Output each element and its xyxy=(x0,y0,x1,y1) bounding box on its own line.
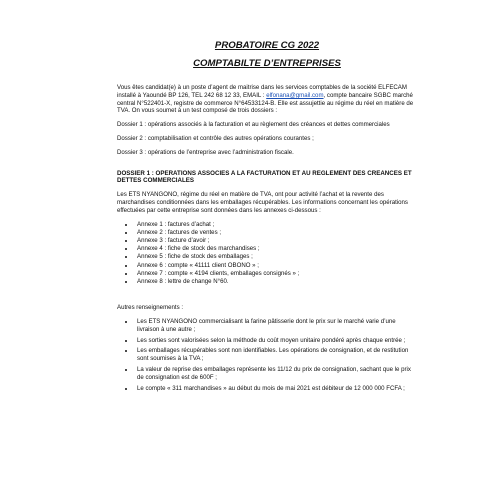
renseignements-label: Autres renseignements : xyxy=(117,304,184,312)
list-item: • Annexe 3 : facture d’avoir ; xyxy=(135,237,417,245)
list-item: • Les emballages récupérables sont non identifiables. Les opérations de consignation, et de restitution sont soumises à la TVA ; xyxy=(135,347,417,363)
list-item: • Annexe 7 : compte « 4194 clients, emballages consignés » ; xyxy=(135,270,417,278)
dossier-3-line: Dossier 3 : opérations de l’entreprise avec l’administration fiscale. xyxy=(117,148,294,156)
intro-paragraph xyxy=(117,84,417,115)
list-item: • Annexe 2 : factures de ventes ; xyxy=(135,229,417,237)
intro-text-after-email: , compte bancaire SGBC marché central N°522401-X, registre de commerce N°64533124-B. Elle est assujettie au régime du réel en matière de TVA. On vous soumet à un test composé de trois dossiers : xyxy=(117,91,414,115)
document-page xyxy=(117,40,417,410)
list-item: • Annexe 4 : fiche de stock des marchandises ; xyxy=(135,245,417,253)
list-item: • La valeur de reprise des emballages représente les 11/12 du prix de consignation, sachant que le prix de consignation est de 600F ; xyxy=(135,366,417,382)
list-item: • Annexe 5 : fiche de stock des emballages ; xyxy=(135,253,417,261)
section-1-intro: Les ETS NYANGONO, régime du réel en matière de TVA, ont pour activité l’achat et la revente des marchandises conditionnées dans les emballages récupérables. Les informations concernant les opérations effectuées par cette entreprise sont données dans les annexes ci-dessous : xyxy=(117,191,408,214)
renseignements-list xyxy=(117,318,417,392)
list-item: • Les sorties sont valorisées selon la méthode du coût moyen unitaire pondéré après chaque entrée ; xyxy=(135,337,417,345)
email-link[interactable]: elfonana@gmail.com xyxy=(266,91,324,99)
intro-text-before-email: Vous êtes candidat(e) à un poste d’agent de maitrise dans les services comptables de la société ELFECAM installé à Yaoundé BP 126, TEL 242 68 12 33, EMAIL : xyxy=(117,84,407,99)
section-1-heading: DOSSIER 1 : OPERATIONS ASSOCIES A LA FACTURATION ET AU REGLEMENT DES CREANCES ET DETTES COMMERCIALES xyxy=(117,169,412,185)
dossier-1-line: Dossier 1 : opérations associés à la facturation et au règlement des créances et dettes commerciales xyxy=(117,121,390,129)
document-subtitle: COMPTABILTE D’ENTREPRISES xyxy=(193,58,341,69)
annexes-list xyxy=(117,221,417,287)
document-title: PROBATOIRE CG 2022 xyxy=(214,40,320,51)
list-item: • Annexe 6 : compte « 41111 client OBONO » ; xyxy=(135,262,417,270)
list-item: • Annexe 8 : lettre de change N°60. xyxy=(135,278,417,286)
list-item: • Les ETS NYANGONO commercialisant la farine pâtisserie dont le prix sur le marché varie d’une livraison à une autre ; xyxy=(135,318,417,334)
dossier-2-line: Dossier 2 : comptabilisation et contrôle des autres opérations courantes ; xyxy=(117,134,314,142)
list-item: • Le compte « 311 marchandises » au début du mois de mai 2021 est débiteur de 12 000 000 FCFA ; xyxy=(135,385,417,393)
list-item: • Annexe 1 : factures d’achat ; xyxy=(135,221,417,229)
